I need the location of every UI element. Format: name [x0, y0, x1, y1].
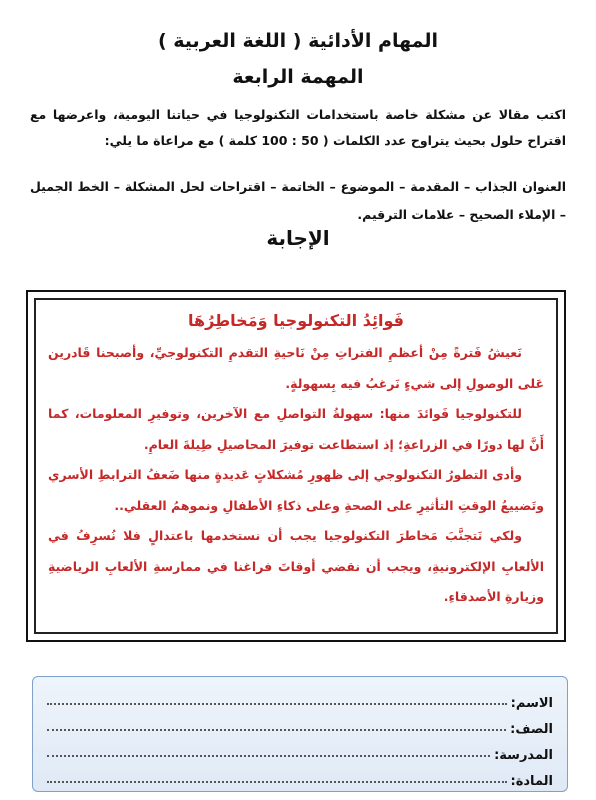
task-instructions: اكتب مقالا عن مشكلة خاصة باستخدامات التكنولوجيا في حياتنا اليومية، واعرضها مع اقتراح حلول بحيث يتراوح عدد الكلمات ( 50 : 100 كلمة ) مع مراعاة ما يلي: — [30, 107, 566, 148]
school-label: المدرسة: — [494, 748, 553, 763]
subject-row — [47, 763, 553, 789]
essay-title: فَوائِدُ التكنولوجيا وَمَخاطِرُهَا — [188, 311, 404, 330]
subject-field[interactable] — [47, 780, 507, 783]
essay-paragraph-problems: وأدى التطورُ التكنولوجي إلى ظهورِ مُشكلاتٍ عَديدةٍ منها ضَعفُ الترابطِ الأسري وتَضييعُ الوقتِ التأثيرِ على الصحةِ وعلى ذكاءِ الأطفالِ ونموهمُ العقلي.. — [48, 467, 544, 513]
essay-paragraph-solutions: ولكي نَتجنَّبَ مَخاطرَ التكنولوجيا يجب أن نستخدمها باعتدالٍ فلا نُسرِفُ في الألعابِ الإلكترونيةِ، ويجب أن نقضي أوقاتَ فراغنا في ممارسةِ الألعابِ الرياضيةِ وزيارةِ الأصدقاءِ. — [48, 528, 544, 604]
essay-paragraph-intro: نَعيشُ فَترةً مِنْ أعظمِ الفتراتِ مِنْ نَاحيةِ التقدمِ التكنولوجيِّ، وأصبحنا قَادرين عَلى الوصولِ إلى شيءٍ نَرغبُ فيه بِسهولةٍ. — [48, 345, 544, 391]
name-label: الاسم: — [510, 696, 553, 711]
school-field[interactable] — [47, 754, 490, 757]
name-row — [47, 685, 553, 711]
answer-heading: الإجابة — [266, 226, 330, 250]
task-criteria: العنوان الجذاب – المقدمة – الموضوع – الخاتمة – اقتراحات لحل المشكلة – الخط الجميل – الإملاء الصحيح – علامات الترقيم. — [30, 179, 566, 222]
class-field[interactable] — [47, 728, 506, 731]
page-title: المهام الأدائية ( اللغة العربية ) — [157, 30, 439, 52]
subject-label: المادة: — [510, 774, 553, 789]
essay-paragraph-benefits: للتكنولوجيا فَوائدَ منها: سهولةُ التواصلِ مع الآخرين، وتوفيرِ المعلومات، كما أَنَّ لها دورًا في الزراعةِ؛ إذ استطاعت توفيرَ المحاصيلِ طِيلةَ العامِ. — [48, 406, 544, 452]
task-number-heading: المهمة الرابعة — [232, 66, 364, 88]
name-field[interactable] — [47, 702, 507, 705]
answer-box — [26, 290, 566, 642]
student-info-card — [32, 676, 568, 792]
class-label: الصف: — [510, 722, 553, 737]
school-row — [47, 737, 553, 763]
answer-box-inner-border — [34, 298, 558, 634]
class-row — [47, 711, 553, 737]
